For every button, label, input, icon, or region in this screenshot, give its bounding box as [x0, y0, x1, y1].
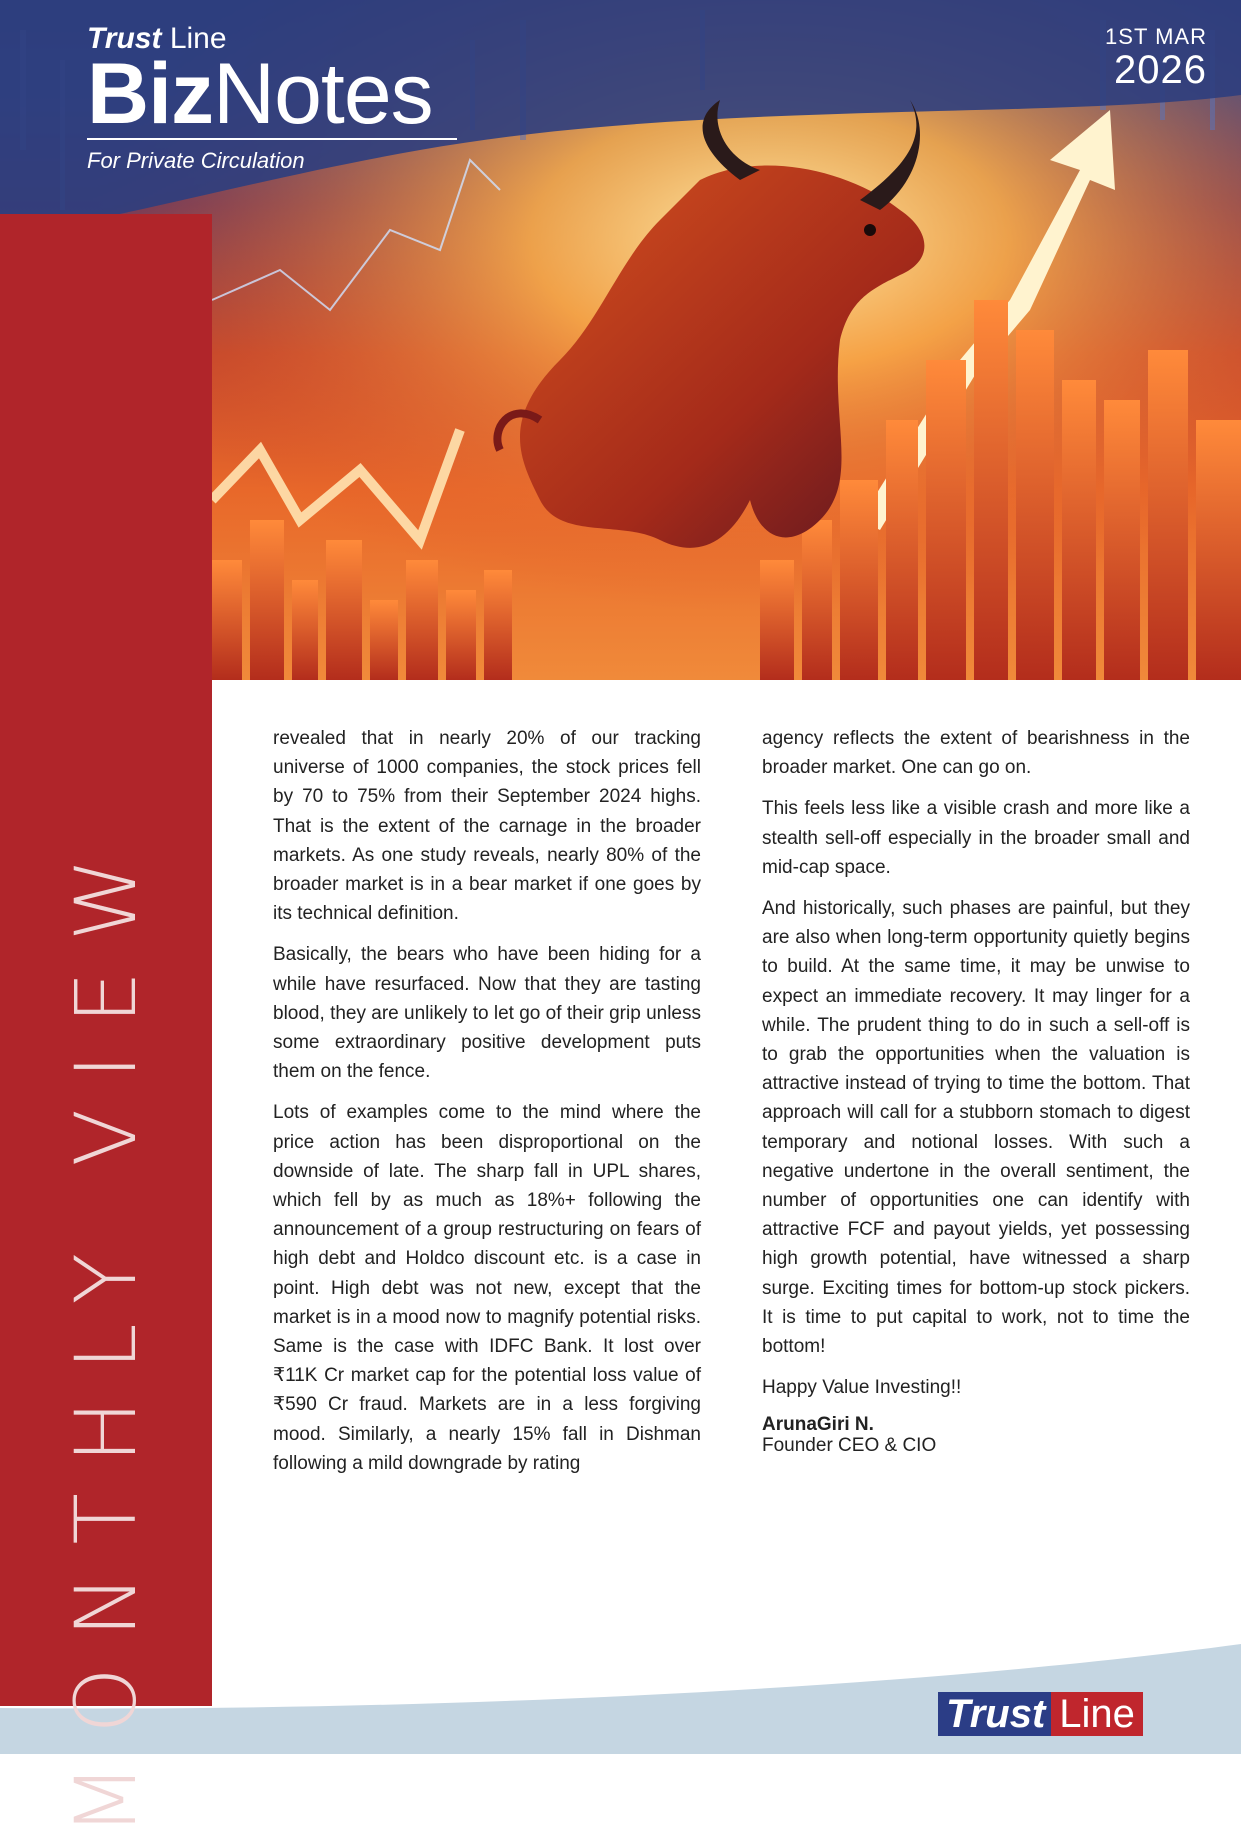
paragraph: Lots of examples come to the mind where the price action has been disproportional on the downside of late. The sharp fall in UPL shares, which fell by as much as 18%+ following the announcement of a group restructuring on fears of high debt and Holdco discount etc. is a case in point. High debt was not new, except that the market is in a mood now to magnify potential risks. Same is the case with IDFC Bank. It lost over ₹11K Cr market cap for the potential loss value of ₹590 Cr fraud. Markets are in a less forgiving mood. Similarly, a nearly 15% fall in Dishman following a mild downgrade by rating: [273, 1102, 701, 1474]
biznotes-title: [87, 46, 457, 142]
brand-line: Line: [169, 22, 227, 55]
paragraph: Basically, the bears who have been hiding for a while have resurfaced. Now that they are tasting blood, they are unlikely to let go of their grip unless some extraordinary positive development puts them on the fence.: [273, 944, 701, 1083]
footer-logo-line: Line: [1051, 1692, 1143, 1736]
brand-biz: Biz: [87, 46, 213, 142]
issue-year: 2026: [1114, 48, 1207, 92]
footer-logo-trust: Trust: [938, 1692, 1051, 1736]
issue-date: [1105, 24, 1207, 90]
issue-day: 1ST MAR: [1105, 24, 1207, 49]
signature-name: ArunaGiri N.: [762, 1414, 874, 1436]
article-column-right: [762, 724, 1190, 1456]
trustline-footer-logo: [938, 1692, 1162, 1736]
sign-off: Happy Value Investing!!: [762, 1377, 962, 1399]
article-column-left: [273, 724, 701, 1490]
circulation-note: For Private Circulation: [87, 148, 305, 173]
paragraph: revealed that in nearly 20% of our tracking universe of 1000 companies, the stock prices fell by 70 to 75% from their September 2024 highs. That is the extent of the carnage in the broader markets. As one study reveals, nearly 80% of the broader market is in a bear market if one goes by its technical definition.: [273, 728, 701, 925]
biznotes-masthead: [87, 22, 457, 174]
section-side-band: [0, 214, 212, 1836]
brand-notes: Notes: [213, 46, 433, 142]
paragraph: And historically, such phases are painful, but they are also when long-term opportunity quietly begins to build. At the same time, it may be unwise to expect an immediate recovery. It may linger for a while. The prudent thing to do in such a sell-off is to grab the opportunities when the valuation is attractive instead of trying to time the bottom. That approach will call for a stubborn stomach to digest temporary and notional losses. With such a negative undertone in the overall sentiment, the number of opportunities one can identify with attractive FCF and payout yields, yet possessing high growth potential, have witnessed a sharp surge. Exciting times for bottom-up stock pickers. It is time to put capital to work, not to time the bottom!: [762, 898, 1190, 1358]
signature-title: Founder CEO & CIO: [762, 1435, 937, 1457]
paragraph: This feels less like a visible crash and more like a stealth sell-off especially in the broader small and mid-cap space.: [762, 798, 1190, 878]
brand-trust: Trust: [87, 22, 162, 55]
paragraph: agency reflects the extent of bearishness in the broader market. One can go on.: [762, 728, 1190, 779]
section-title-vertical: MONTHLY VIEW: [57, 828, 155, 1836]
